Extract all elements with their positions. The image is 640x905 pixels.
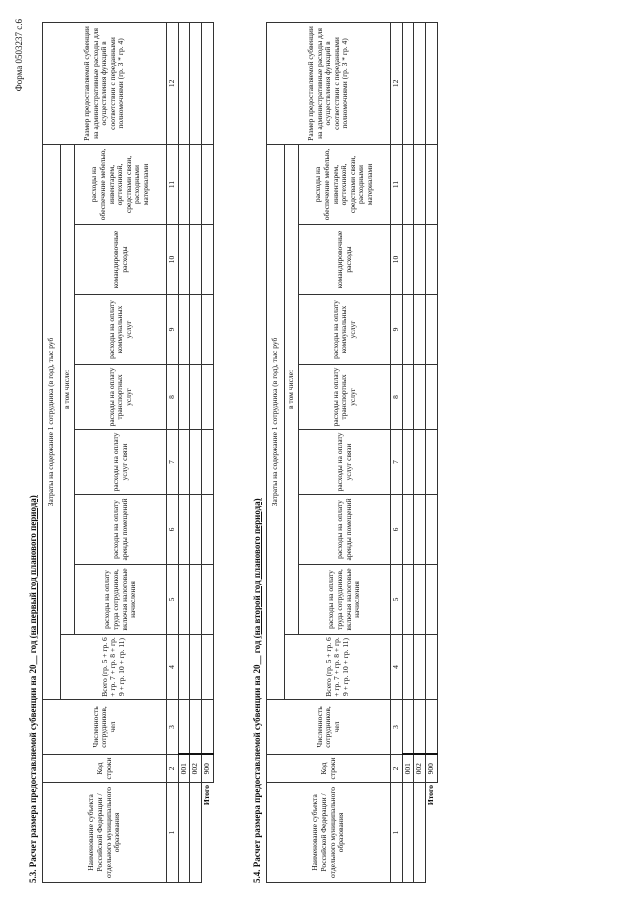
col-number: 2 xyxy=(391,754,403,782)
cell[interactable] xyxy=(402,224,414,294)
header-c5: расходы на оплату труда сотрудников, включая налоговые начисления xyxy=(299,564,391,634)
cell[interactable] xyxy=(201,699,213,754)
col-number: 11 xyxy=(391,144,403,224)
col-number: 9 xyxy=(391,294,403,364)
cell[interactable] xyxy=(414,294,426,364)
cell[interactable] xyxy=(402,699,414,754)
row-code: 002 xyxy=(190,754,202,782)
section-title-prefix: 5.4. Расчет размера предоставляемой субвенции на 20__ год xyxy=(252,637,262,883)
header-c7: расходы на оплату услуг связи xyxy=(75,429,167,494)
header-name: Наименование субъекта Российской Федерации / отдельного муниципального образования xyxy=(43,782,167,882)
cell[interactable] xyxy=(190,144,202,224)
cell[interactable] xyxy=(402,429,414,494)
header-including: в том числе: xyxy=(61,144,75,634)
header-c12: Размер предоставляемой субвенции на административные расходы для осуществления функций в соответствии с переданными полномочиями (гр. 3 * гр. 4) xyxy=(43,22,167,144)
header-total: Всего (гр. 5 + гр. 6 + гр. 7 + гр. 8 + гр. 9 + гр. 10 + гр. 11) xyxy=(285,634,391,699)
cell[interactable] xyxy=(190,782,202,882)
cell[interactable] xyxy=(178,564,190,634)
cell[interactable] xyxy=(201,144,213,224)
table-row xyxy=(402,22,414,882)
cell[interactable] xyxy=(425,144,437,224)
cell[interactable] xyxy=(425,294,437,364)
cell[interactable] xyxy=(201,364,213,429)
cell[interactable] xyxy=(190,634,202,699)
cell[interactable] xyxy=(201,634,213,699)
column-number-row xyxy=(167,22,179,882)
row-code: 002 xyxy=(414,754,426,782)
cell[interactable] xyxy=(201,224,213,294)
cell[interactable] xyxy=(201,494,213,564)
cell[interactable] xyxy=(425,364,437,429)
header-c9: расходы на оплату коммунальных услуг xyxy=(75,294,167,364)
col-number: 3 xyxy=(167,699,179,754)
cell[interactable] xyxy=(201,564,213,634)
header-c11: расходы на обеспечение мебелью, инвентарем, оргтехникой, средствами связи, расходными материалами xyxy=(299,144,391,224)
cell[interactable] xyxy=(402,22,414,144)
cell[interactable] xyxy=(402,294,414,364)
cell[interactable] xyxy=(402,634,414,699)
cell[interactable] xyxy=(414,144,426,224)
cell[interactable] xyxy=(178,699,190,754)
total-label: Итого xyxy=(202,784,212,805)
table-row xyxy=(178,22,190,882)
cell[interactable] xyxy=(425,634,437,699)
col-number: 5 xyxy=(391,564,403,634)
total-code: 900 xyxy=(201,754,213,782)
cell[interactable] xyxy=(190,564,202,634)
subvention-table-5-3 xyxy=(42,21,214,882)
header-costs-group: Затраты на содержание 1 сотрудника (в год), тыс руб xyxy=(267,144,285,699)
row-code: 001 xyxy=(178,754,190,782)
cell[interactable] xyxy=(425,22,437,144)
header-c8: расходы на оплату транспортных услуг xyxy=(75,364,167,429)
cell[interactable] xyxy=(178,429,190,494)
cell[interactable] xyxy=(414,364,426,429)
cell[interactable] xyxy=(402,494,414,564)
cell[interactable] xyxy=(414,22,426,144)
col-number: 1 xyxy=(167,782,179,882)
cell[interactable] xyxy=(414,224,426,294)
cell[interactable] xyxy=(190,429,202,494)
cell[interactable] xyxy=(190,494,202,564)
col-number: 3 xyxy=(391,699,403,754)
header-c10: командировочные расходы xyxy=(75,224,167,294)
cell[interactable] xyxy=(190,294,202,364)
header-c9: расходы на оплату коммунальных услуг xyxy=(299,294,391,364)
cell[interactable] xyxy=(402,144,414,224)
form-label: Форма 0503237 с.6 xyxy=(14,18,24,91)
cell[interactable] xyxy=(402,564,414,634)
subvention-table-5-4 xyxy=(266,21,438,882)
header-c5: расходы на оплату труда сотрудников, включая налоговые начисления xyxy=(75,564,167,634)
cell[interactable] xyxy=(425,494,437,564)
cell[interactable] xyxy=(178,224,190,294)
row-code: 001 xyxy=(402,754,414,782)
col-number: 7 xyxy=(167,429,179,494)
header-c10: командировочные расходы xyxy=(299,224,391,294)
cell[interactable] xyxy=(190,699,202,754)
cell[interactable] xyxy=(414,429,426,494)
col-number: 8 xyxy=(391,364,403,429)
cell[interactable] xyxy=(190,364,202,429)
header-staff: Численность сотрудников, чел xyxy=(43,699,167,754)
table-row xyxy=(414,22,426,882)
col-number: 12 xyxy=(391,22,403,144)
cell[interactable] xyxy=(178,144,190,224)
col-number: 1 xyxy=(391,782,403,882)
section-title-prefix: 5.3. Расчет размера предоставляемой субвенции на 20__ год xyxy=(28,637,38,883)
column-number-row xyxy=(391,22,403,882)
cell[interactable] xyxy=(414,564,426,634)
header-c8: расходы на оплату транспортных услуг xyxy=(299,364,391,429)
cell[interactable] xyxy=(414,634,426,699)
col-number: 11 xyxy=(167,144,179,224)
col-number: 7 xyxy=(391,429,403,494)
header-staff: Численность сотрудников, чел xyxy=(267,699,391,754)
col-number: 6 xyxy=(391,494,403,564)
total-label: Итого xyxy=(426,784,436,805)
cell[interactable] xyxy=(190,224,202,294)
col-number: 10 xyxy=(391,224,403,294)
col-number: 5 xyxy=(167,564,179,634)
col-number: 8 xyxy=(167,364,179,429)
section-title-5-4 xyxy=(252,498,262,883)
cell[interactable] xyxy=(414,699,426,754)
header-c11: расходы на обеспечение мебелью, инвентарем, оргтехникой, средствами связи, расходными материалами xyxy=(75,144,167,224)
total-code: 900 xyxy=(425,754,437,782)
cell[interactable] xyxy=(425,224,437,294)
section-title-period: (на первый год планового периода) xyxy=(28,494,38,638)
header-c6: расходы на оплату аренды помещений xyxy=(75,494,167,564)
header-total: Всего (гр. 5 + гр. 6 + гр. 7 + гр. 8 + гр. 9 + гр. 10 + гр. 11) xyxy=(61,634,167,699)
section-title-period: (на второй год планового периода) xyxy=(252,497,262,638)
cell[interactable] xyxy=(414,782,426,882)
total-row xyxy=(201,22,213,882)
col-number: 4 xyxy=(391,634,403,699)
header-costs-group: Затраты на содержание 1 сотрудника (в год), тыс руб xyxy=(43,144,61,699)
cell[interactable] xyxy=(201,22,213,144)
cell[interactable] xyxy=(178,364,190,429)
cell[interactable] xyxy=(402,782,414,882)
cell[interactable] xyxy=(178,22,190,144)
cell[interactable] xyxy=(190,22,202,144)
col-number: 12 xyxy=(167,22,179,144)
cell[interactable] xyxy=(425,699,437,754)
col-number: 4 xyxy=(167,634,179,699)
cell[interactable] xyxy=(178,294,190,364)
header-c12: Размер предоставляемой субвенции на административные расходы для осуществления функций в соответствии с переданными полномочиями (гр. 3 * гр. 4) xyxy=(267,22,391,144)
cell[interactable] xyxy=(178,782,190,882)
header-code: Код строки xyxy=(267,754,391,782)
cell[interactable] xyxy=(178,634,190,699)
header-c7: расходы на оплату услуг связи xyxy=(299,429,391,494)
cell[interactable] xyxy=(178,494,190,564)
col-number: 6 xyxy=(167,494,179,564)
rotated-form-sheet xyxy=(10,13,630,893)
col-number: 9 xyxy=(167,294,179,364)
section-title-5-3 xyxy=(28,495,38,883)
total-row xyxy=(425,22,437,882)
header-code: Код строки xyxy=(43,754,167,782)
cell[interactable] xyxy=(425,564,437,634)
cell[interactable] xyxy=(402,364,414,429)
header-name: Наименование субъекта Российской Федерации / отдельного муниципального образования xyxy=(267,782,391,882)
cell[interactable] xyxy=(414,494,426,564)
header-c6: расходы на оплату аренды помещений xyxy=(299,494,391,564)
cell[interactable] xyxy=(201,294,213,364)
cell[interactable] xyxy=(425,429,437,494)
col-number: 10 xyxy=(167,224,179,294)
col-number: 2 xyxy=(167,754,179,782)
header-including: в том числе: xyxy=(285,144,299,634)
cell[interactable] xyxy=(201,429,213,494)
table-row xyxy=(190,22,202,882)
